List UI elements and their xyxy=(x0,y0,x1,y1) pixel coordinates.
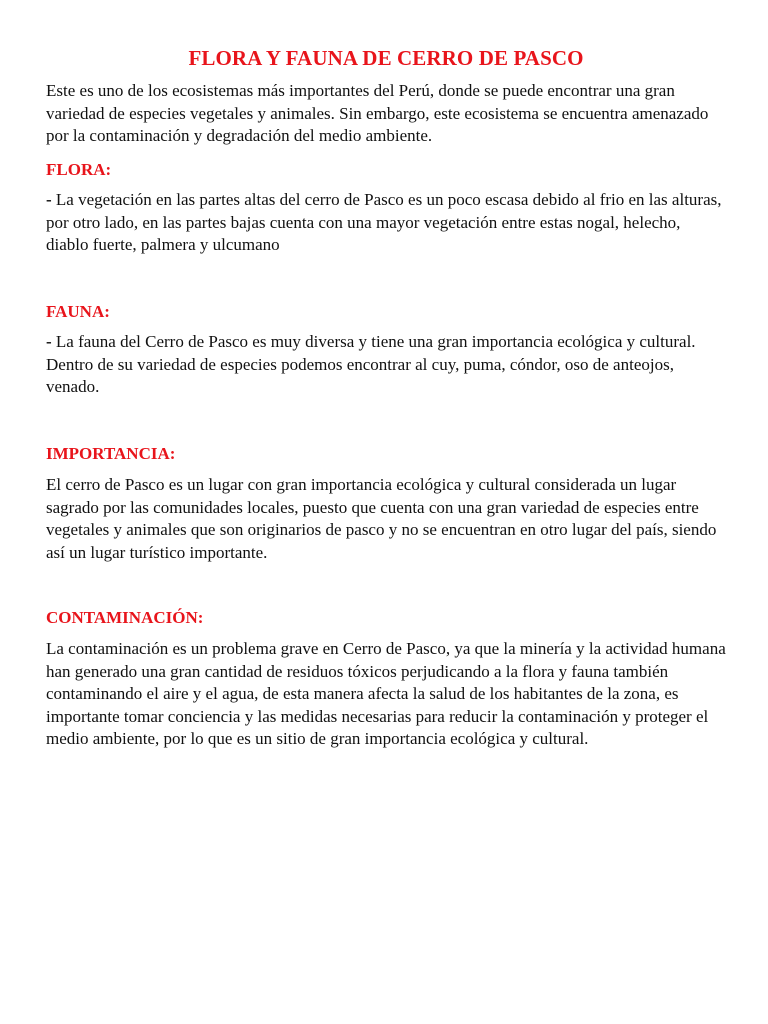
section-heading-flora: FLORA: xyxy=(46,160,112,179)
document-title: FLORA Y FAUNA DE CERRO DE PASCO xyxy=(188,46,584,70)
section-body-flora xyxy=(46,189,726,257)
section-text-fauna: La fauna del Cerro de Pasco es muy diversa y tiene una gran importancia ecológica y cultural. Dentro de su variedad de especies podemos encontrar al cuy, puma, cóndor, oso de anteojos, venado. xyxy=(46,332,696,396)
intro-paragraph: Este es uno de los ecosistemas más importantes del Perú, donde se puede encontrar una gran variedad de especies vegetales y animales. Sin embargo, este ecosistema se encuentra amenazado por la contaminación y degradación del medio ambiente. xyxy=(46,81,709,145)
section-body-contaminacion: La contaminación es un problema grave en Cerro de Pasco, ya que la minería y la actividad humana han generado una gran cantidad de residuos tóxicos perjudicando a la flora y fauna también contaminando el aire y el agua, de esta manera afecta la salud de los habitantes de la zona, es importante tomar conciencia y las medidas necesarias para reducir la contaminación y proteger el medio ambiente, por lo que es un sitio de gran importancia ecológica y cultural. xyxy=(46,639,726,748)
section-heading-contaminacion: CONTAMINACIÓN: xyxy=(46,608,204,627)
bullet-dash: - xyxy=(46,190,52,209)
section-heading-importancia: IMPORTANCIA: xyxy=(46,444,176,463)
section-heading-fauna: FAUNA: xyxy=(46,302,110,321)
bullet-dash: - xyxy=(46,332,52,351)
section-body-importancia: El cerro de Pasco es un lugar con gran importancia ecológica y cultural considerada un lugar sagrado por las comunidades locales, puesto que cuenta con una gran variedad de especies entre vegetales y animales que son originarios de pasco y no se encuentran en otro lugar del país, siendo así un lugar turístico importante. xyxy=(46,475,717,562)
section-body-fauna xyxy=(46,331,726,399)
section-text-flora: La vegetación en las partes altas del cerro de Pasco es un poco escasa debido al frio en las alturas, por otro lado, en las partes bajas cuenta con una mayor vegetación entre estas nogal, helecho, diablo fuerte, palmera y ulcumano xyxy=(46,190,722,254)
